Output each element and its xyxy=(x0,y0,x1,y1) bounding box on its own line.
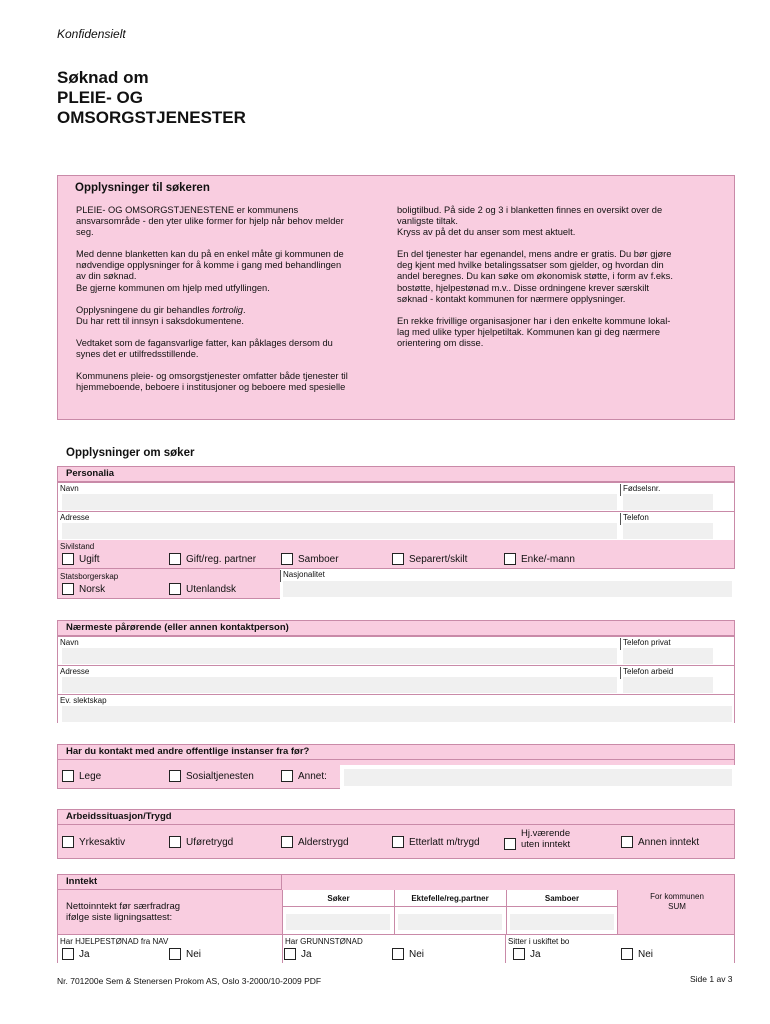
divider xyxy=(505,935,506,963)
checkbox-box[interactable] xyxy=(392,836,404,848)
divider xyxy=(280,570,281,582)
checkbox-uforetrygd[interactable]: Uføretrygd xyxy=(169,836,233,848)
checkbox-utenlandsk[interactable]: Utenlandsk xyxy=(169,583,236,595)
checkbox-box[interactable] xyxy=(504,553,516,565)
personalia-section xyxy=(57,466,735,599)
checkbox-box[interactable] xyxy=(281,553,293,565)
checkbox-box[interactable] xyxy=(513,948,525,960)
checkbox-hjelpestonad-nei[interactable]: Nei xyxy=(169,948,201,960)
address-label: Adresse xyxy=(60,513,90,522)
checkbox-uskiftet-nei[interactable]: Nei xyxy=(621,948,653,960)
checkbox-enke[interactable]: Enke/-mann xyxy=(504,553,575,565)
info-paragraph: Opplysningene du gir behandles fortrolig. Du har rett til innsyn i saksdokumentene. xyxy=(76,304,246,326)
checkbox-box[interactable] xyxy=(392,948,404,960)
checkbox-sosialtjenesten[interactable]: Sosialtjenesten xyxy=(169,770,254,782)
checkbox-box[interactable] xyxy=(169,583,181,595)
relative-name-label: Navn xyxy=(60,638,79,647)
work-phone-input[interactable] xyxy=(623,677,713,693)
relative-section xyxy=(57,620,735,723)
info-heading: Opplysninger til søkeren xyxy=(75,182,210,194)
name-label: Navn xyxy=(60,484,79,493)
hjelpestonad-label: Har HJELPESTØNAD fra NAV xyxy=(60,937,169,946)
checkbox-box[interactable] xyxy=(281,770,293,782)
checkbox-gift[interactable]: Gift/reg. partner xyxy=(169,553,256,565)
checkbox-separert[interactable]: Separert/skilt xyxy=(392,553,467,565)
income-header: Inntekt xyxy=(58,875,282,890)
personalia-header: Personalia xyxy=(58,467,734,482)
citizenship-row xyxy=(58,568,734,599)
relative-name-input[interactable] xyxy=(62,648,617,664)
name-row xyxy=(58,482,734,511)
checkbox-etterlatt[interactable]: Etterlatt m/trygd xyxy=(392,836,480,848)
applicant-section-title: Opplysninger om søker xyxy=(66,447,195,459)
name-input[interactable] xyxy=(62,494,617,510)
address-row xyxy=(58,511,734,540)
checkbox-annet[interactable]: Annet: xyxy=(281,770,327,782)
info-paragraph: PLEIE- OG OMSORGSTJENESTENE er kommunens ansvarsområde - den yter ulike former for hjelp når behov melder seg. xyxy=(76,205,344,238)
info-column-right xyxy=(397,205,715,360)
municipality-sum-cell xyxy=(617,890,735,934)
title-line-3: OMSORGSTJENESTER xyxy=(57,108,246,127)
relative-address-row xyxy=(58,665,734,694)
private-phone-label: Telefon privat xyxy=(623,638,671,647)
other-cell xyxy=(340,765,735,789)
phone-label: Telefon xyxy=(623,513,649,522)
relative-header: Nærmeste pårørende (eller annen kontaktperson) xyxy=(58,621,734,636)
divider xyxy=(283,906,618,907)
income-ektefelle-input[interactable] xyxy=(398,914,502,930)
relationship-input[interactable] xyxy=(62,706,732,722)
municipality-sum-label: For kommunen SUM xyxy=(650,892,704,911)
checkbox-box[interactable] xyxy=(62,836,74,848)
work-phone-label: Telefon arbeid xyxy=(623,667,674,676)
grunnstonad-label: Har GRUNNSTØNAD xyxy=(285,937,363,946)
col-header-ektefelle: Ektefelle/reg.partner xyxy=(411,894,489,903)
other-input[interactable] xyxy=(344,769,732,786)
checkbox-yrkesaktiv[interactable]: Yrkesaktiv xyxy=(62,836,125,848)
divider xyxy=(620,638,621,650)
checkbox-alderstrygd[interactable]: Alderstrygd xyxy=(281,836,349,848)
divider xyxy=(506,890,507,934)
address-input[interactable] xyxy=(62,523,617,539)
divider xyxy=(620,513,621,525)
checkbox-box[interactable] xyxy=(169,948,181,960)
phone-input[interactable] xyxy=(623,523,713,539)
info-paragraph: Kommunens pleie- og omsorgstjenester omfatter både tjenester til hjemmeboende, beboere i institusjoner og beboere med spesielle xyxy=(76,371,348,393)
checkbox-hjelpestonad-ja[interactable]: Ja xyxy=(62,948,90,960)
checkbox-uskiftet-ja[interactable]: Ja xyxy=(513,948,541,960)
col-header-samboer: Samboer xyxy=(544,894,580,903)
checkbox-box[interactable] xyxy=(169,836,181,848)
checkbox-box[interactable] xyxy=(621,836,633,848)
checkbox-box[interactable] xyxy=(284,948,296,960)
footer-form-number: Nr. 701200e Sem & Stenersen Prokom AS, Oslo 3-2000/10-2009 PDF xyxy=(57,976,322,986)
checkbox-norsk[interactable]: Norsk xyxy=(62,583,105,595)
relative-name-row xyxy=(58,636,734,665)
relationship-row xyxy=(58,694,734,723)
income-soker-input[interactable] xyxy=(286,914,390,930)
checkbox-grunnstonad-ja[interactable]: Ja xyxy=(284,948,312,960)
divider xyxy=(394,890,395,934)
page-title xyxy=(57,68,246,128)
income-samboer-input[interactable] xyxy=(510,914,614,930)
contact-header: Har du kontakt med andre offentlige instanser fra før? xyxy=(58,745,734,760)
checkbox-box[interactable] xyxy=(169,770,181,782)
marital-status-label: Sivilstand xyxy=(60,542,95,551)
relative-address-input[interactable] xyxy=(62,677,617,693)
nationality-label: Nasjonalitet xyxy=(283,570,325,579)
work-header: Arbeidssituasjon/Trygd xyxy=(58,810,734,825)
checkbox-ugift[interactable]: Ugift xyxy=(62,553,100,565)
info-paragraph: boligtilbud. På side 2 og 3 i blanketten finnes en oversikt over de vanligste tiltak. Kryss av på det du anser som mest aktuelt. xyxy=(397,205,663,238)
divider xyxy=(620,667,621,679)
confidential-label: Konfidensielt xyxy=(57,27,126,41)
info-paragraph: Vedtaket som de fagansvarlige fatter, kan påklages dersom du synes det er utilfredsstillende. xyxy=(76,337,333,359)
income-table xyxy=(282,890,617,934)
relationship-label: Ev. slektskap xyxy=(60,696,107,705)
title-line-1: Søknad om xyxy=(57,68,149,87)
title-line-2: PLEIE- OG xyxy=(57,88,143,107)
info-paragraph: Med denne blanketten kan du på en enkel måte gi kommunen de nødvendige opplysninger for å komme i gang med behandlingen av din søknad. Be gjerne kommunen om hjelp med utfyllingen. xyxy=(76,249,344,293)
checkbox-box[interactable] xyxy=(62,948,74,960)
nationality-cell xyxy=(280,569,735,599)
birthnumber-label: Fødselsnr. xyxy=(623,484,661,493)
contact-section xyxy=(57,744,735,789)
citizenship-label: Statsborgerskap xyxy=(60,572,119,581)
income-top-band xyxy=(58,875,735,890)
private-phone-input[interactable] xyxy=(623,648,713,664)
checkbox-box[interactable] xyxy=(621,948,633,960)
nationality-input[interactable] xyxy=(283,581,732,597)
work-section xyxy=(57,809,735,859)
birthnumber-input[interactable] xyxy=(623,494,713,510)
checkbox-grunnstonad-nei[interactable]: Nei xyxy=(392,948,424,960)
page-number: Side 1 av 3 xyxy=(690,974,733,984)
info-box xyxy=(57,175,735,420)
checkbox-hjemmevaerende[interactable]: Hj.værende uten inntekt xyxy=(504,828,570,850)
divider xyxy=(620,484,621,496)
uskiftet-label: Sitter i uskiftet bo xyxy=(508,937,570,946)
divider xyxy=(282,935,283,963)
checkbox-box[interactable] xyxy=(169,553,181,565)
checkbox-box[interactable] xyxy=(62,770,74,782)
relative-address-label: Adresse xyxy=(60,667,90,676)
benefits-row xyxy=(58,934,734,963)
checkbox-samboer[interactable]: Samboer xyxy=(281,553,339,565)
info-column-left xyxy=(76,205,388,404)
col-header-soker: Søker xyxy=(327,894,350,903)
checkbox-box[interactable] xyxy=(392,553,404,565)
checkbox-box[interactable] xyxy=(281,836,293,848)
checkbox-annen-inntekt[interactable]: Annen inntekt xyxy=(621,836,699,848)
info-paragraph: En del tjenester har egenandel, mens andre er gratis. Du bør gjøre deg kjent med hvilke betalingssatser som gjelder, og hvordan din andel beregnes. Du kan søke om økonomisk støtte, i form av f.eks. bostøtte, hjelpestønad m.v.. Disse ordningene krever særskilt søknad - kontakt kommunen for nærmere opplysninger. xyxy=(397,249,673,304)
checkbox-box[interactable] xyxy=(62,553,74,565)
checkbox-box[interactable] xyxy=(504,838,516,850)
checkbox-lege[interactable]: Lege xyxy=(62,770,101,782)
info-paragraph: En rekke frivillige organisasjoner har i den enkelte kommune lokal- lag med ulike typer hjelpetiltak. Kommunen kan gi deg nærmere orientering om disse. xyxy=(397,315,671,348)
income-section xyxy=(57,874,735,963)
checkbox-box[interactable] xyxy=(62,583,74,595)
income-label-cell xyxy=(58,890,282,934)
net-income-label: Nettoinntekt før særfradrag ifølge siste ligningsattest: xyxy=(66,901,181,923)
